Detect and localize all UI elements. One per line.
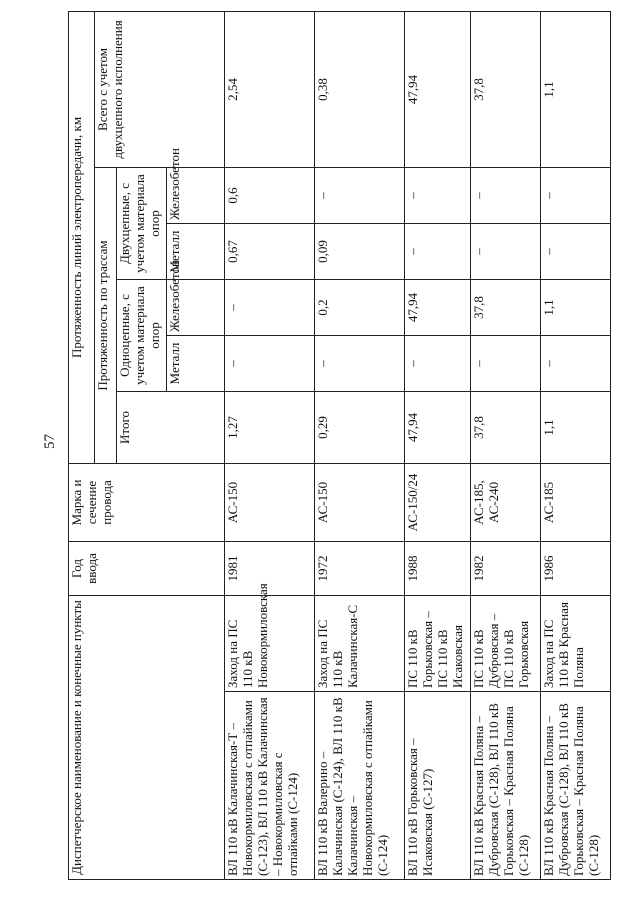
row-double-metal: – <box>405 224 471 280</box>
header-all-double: Всего с учетом двухцепного исполнения <box>95 11 225 167</box>
row-total: 1,27 <box>225 392 315 464</box>
row-double-metal: – <box>471 224 541 280</box>
row-year: 1988 <box>405 542 471 596</box>
row-name: ВЛ 110 кВ Красная Поляна – Дубровская (С-128), ВЛ 110 кВ Горьковская – Красная Поляна (С-128) <box>541 692 611 880</box>
row-single-concrete: 0,2 <box>315 280 405 336</box>
header-length-total: Протяженность линий электропередачи, км <box>69 11 95 463</box>
row-total: 1,1 <box>541 392 611 464</box>
row-double-concrete: – <box>405 168 471 224</box>
row-single-concrete: 1,1 <box>541 280 611 336</box>
row-single-metal: – <box>405 336 471 392</box>
header-single-concrete: Железобетон <box>167 280 225 336</box>
row-year: 1982 <box>471 542 541 596</box>
row-name: ВЛ 110 кВ Горьковская – Исаковская (С-127) <box>405 692 471 880</box>
row-single-metal: – <box>471 336 541 392</box>
table-row <box>405 11 471 879</box>
rotated-table-wrapper <box>68 12 601 880</box>
row-year: 1986 <box>541 542 611 596</box>
row-double-concrete: – <box>541 168 611 224</box>
row-all-double: 1,1 <box>541 11 611 167</box>
row-year: 1981 <box>225 542 315 596</box>
header-single-chain: Одноцепные, с учетом материала опор <box>117 280 167 392</box>
row-double-concrete: 0,6 <box>225 168 315 224</box>
row-single-metal: – <box>315 336 405 392</box>
row-all-double: 0,38 <box>315 11 405 167</box>
row-single-concrete: – <box>225 280 315 336</box>
header-double-chain: Двухцепные, с учетом материала опор <box>117 168 167 280</box>
row-single-concrete: 37,8 <box>471 280 541 336</box>
row-double-concrete: – <box>471 168 541 224</box>
row-wire: АС-150/24 <box>405 464 471 542</box>
table-row <box>471 11 541 879</box>
header-wire: Марка и сечение провода <box>69 464 225 542</box>
row-single-metal: – <box>225 336 315 392</box>
row-name: ВЛ 110 кВ Красная Поляна – Дубровская (С-128), ВЛ 110 кВ Горьковская – Красная Поляна (С-128) <box>471 692 541 880</box>
header-double-concrete: Железобетон <box>167 168 225 224</box>
table-row <box>225 11 315 879</box>
row-double-metal: 0,09 <box>315 224 405 280</box>
row-wire: АС-185 <box>541 464 611 542</box>
row-single-metal: – <box>541 336 611 392</box>
row-name: ВЛ 110 кВ Калачинская-Т – Новокормиловская с отпайками (С-123), ВЛ 110 кВ Калачинская – Новокормиловская с отпайками (С-124) <box>225 692 315 880</box>
page-number: 57 <box>42 434 58 449</box>
row-double-metal: 0,67 <box>225 224 315 280</box>
row-wire: АС-185, АС-240 <box>471 464 541 542</box>
power-lines-table <box>68 11 611 880</box>
row-total: 47,94 <box>405 392 471 464</box>
row-single-concrete: 47,94 <box>405 280 471 336</box>
row-endpoint: ПС 110 кВ Дубровская – ПС 110 кВ Горьковская <box>471 596 541 692</box>
row-endpoint: Заход на ПС 110 кВ Красная Поляна <box>541 596 611 692</box>
row-all-double: 47,94 <box>405 11 471 167</box>
row-wire: АС-150 <box>225 464 315 542</box>
row-endpoint: ПС 110 кВ Горьковская – ПС 110 кВ Исаковская <box>405 596 471 692</box>
row-total: 37,8 <box>471 392 541 464</box>
table-row <box>315 11 405 879</box>
header-total: Итого <box>117 392 225 464</box>
row-endpoint: Заход на ПС 110 кВ Новокормиловская <box>225 596 315 692</box>
row-total: 0,29 <box>315 392 405 464</box>
table-row <box>541 11 611 879</box>
header-single-metal: Металл <box>167 336 225 392</box>
row-year: 1972 <box>315 542 405 596</box>
header-year: Год ввода <box>69 542 225 596</box>
header-by-route: Протяженность по трассам <box>95 168 117 464</box>
row-endpoint: Заход на ПС 110 кВ Калачинская-С <box>315 596 405 692</box>
row-double-metal: – <box>541 224 611 280</box>
row-wire: АС-150 <box>315 464 405 542</box>
row-name: ВЛ 110 кВ Валерино – Калачинская (С-124), ВЛ 110 кВ Калачинская – Новокормиловская с отпайками (С-124) <box>315 692 405 880</box>
row-all-double: 37,8 <box>471 11 541 167</box>
row-double-concrete: – <box>315 168 405 224</box>
row-all-double: 2,54 <box>225 11 315 167</box>
header-name: Диспетчерское наименование и конечные пункты <box>69 596 225 880</box>
header-double-metal: Металл <box>167 224 225 280</box>
